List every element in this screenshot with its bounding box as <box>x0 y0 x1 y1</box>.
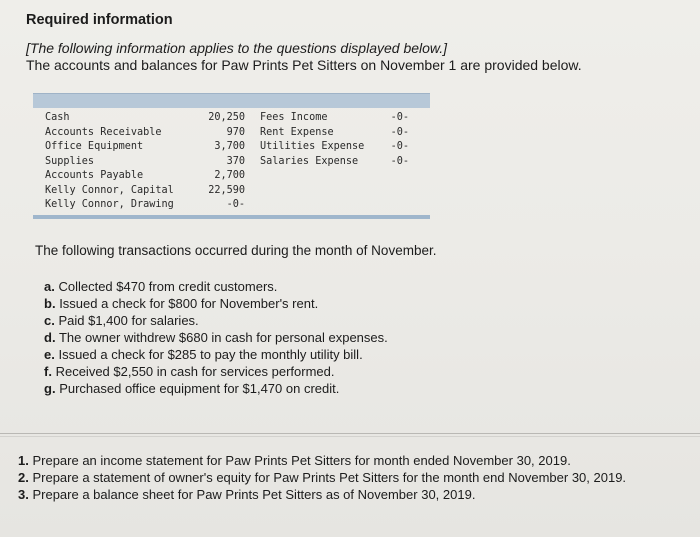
account-name: Accounts Payable <box>45 170 144 181</box>
list-item <box>44 363 388 380</box>
item-number: 3. <box>18 487 29 502</box>
account-amount: -0- <box>390 112 409 123</box>
account-name: Rent Expense <box>260 126 334 138</box>
list-item <box>18 469 626 486</box>
right-account-names <box>260 111 364 169</box>
account-amount: -0- <box>390 155 409 167</box>
item-text: The owner withdrew $680 in cash for personal expenses. <box>58 330 388 345</box>
section-divider-shadow <box>0 436 700 437</box>
transactions-intro: The following transactions occurred during the month of November. <box>35 243 437 258</box>
item-text: Collected $470 from credit customers. <box>58 279 278 294</box>
account-amount: 370 <box>226 155 245 167</box>
list-item <box>18 452 626 469</box>
account-amount: -0- <box>226 199 245 210</box>
item-letter: b. <box>44 296 56 311</box>
intro-block <box>26 40 666 74</box>
account-name: Fees Income <box>260 112 328 123</box>
account-name: Kelly Connor, Capital <box>45 184 174 196</box>
item-text: Paid $1,400 for salaries. <box>58 313 199 328</box>
account-amount: -0- <box>390 126 409 138</box>
list-item <box>44 278 388 295</box>
account-name: Cash <box>45 112 70 123</box>
item-text: Received $2,550 in cash for services performed. <box>55 364 335 379</box>
table-header-bar <box>33 93 430 108</box>
item-number: 2. <box>18 470 29 485</box>
item-letter: c. <box>44 313 55 328</box>
list-item <box>44 346 388 363</box>
transactions-list <box>44 278 388 397</box>
table-footer-bar <box>33 215 430 219</box>
item-text: Issued a check for $285 to pay the monthly utility bill. <box>58 347 363 362</box>
item-text: Prepare a statement of owner's equity for Paw Prints Pet Sitters for the month end November 30, 2019. <box>32 470 627 485</box>
requirements-list <box>18 452 626 503</box>
item-text: Purchased office equipment for $1,470 on credit. <box>59 381 340 396</box>
list-item <box>44 329 388 346</box>
intro-note: [The following information applies to the questions displayed below.] <box>26 40 448 56</box>
account-amount: 20,250 <box>208 112 245 123</box>
account-balances-table <box>33 93 430 219</box>
account-name: Supplies <box>45 155 95 167</box>
item-number: 1. <box>18 453 29 468</box>
list-item <box>44 295 388 312</box>
left-account-names <box>45 111 174 213</box>
account-name: Utilities Expense <box>260 141 365 152</box>
item-text: Prepare a balance sheet for Paw Prints Pet Sitters as of November 30, 2019. <box>32 487 476 502</box>
account-amount: 2,700 <box>214 170 245 181</box>
account-amount: 22,590 <box>208 184 245 196</box>
list-item <box>18 486 626 503</box>
intro-text: The accounts and balances for Paw Prints Pet Sitters on November 1 are provided below. <box>26 57 582 73</box>
item-text: Prepare an income statement for Paw Prints Pet Sitters for month ended November 30, 2019. <box>32 453 571 468</box>
left-account-amounts <box>183 111 245 213</box>
page-title: Required information <box>26 12 173 28</box>
item-letter: a. <box>44 279 55 294</box>
item-letter: e. <box>44 347 55 362</box>
account-amount: 3,700 <box>214 141 245 152</box>
account-name: Kelly Connor, Drawing <box>45 199 174 210</box>
account-name: Accounts Receivable <box>45 126 162 138</box>
account-amount: 970 <box>226 126 245 138</box>
right-account-amounts <box>375 111 409 169</box>
account-amount: -0- <box>390 141 409 152</box>
account-name: Office Equipment <box>45 141 144 152</box>
section-divider <box>0 433 700 434</box>
item-text: Issued a check for $800 for November's rent. <box>59 296 319 311</box>
list-item <box>44 380 388 397</box>
item-letter: d. <box>44 330 56 345</box>
item-letter: g. <box>44 381 56 396</box>
account-name: Salaries Expense <box>260 155 359 167</box>
item-letter: f. <box>44 364 52 379</box>
list-item <box>44 312 388 329</box>
